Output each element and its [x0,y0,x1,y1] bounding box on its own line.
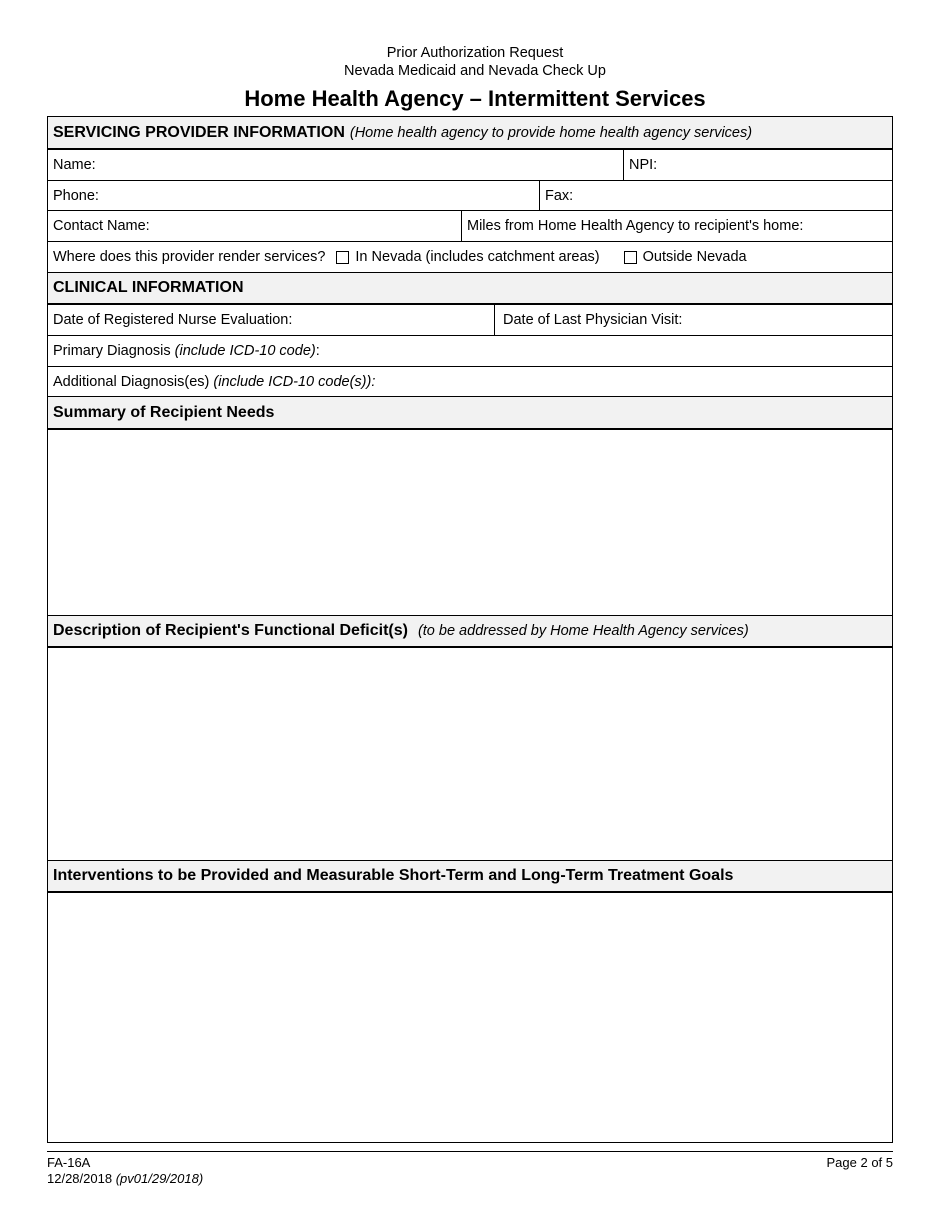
in-nevada-checkbox[interactable] [336,251,349,264]
form-id: FA-16A [47,1155,91,1170]
page-footer [47,1151,893,1186]
phone-label: Phone: [53,187,99,204]
summary-needs-textarea[interactable] [48,430,892,616]
name-field[interactable] [48,150,623,180]
evaluation-dates-row [48,305,892,336]
page-title: Home Health Agency – Intermittent Services [244,86,706,111]
prior-auth-form [47,116,893,1143]
npi-field[interactable] [623,150,894,180]
interventions-textarea[interactable] [48,893,892,1142]
phone-field[interactable] [48,181,539,210]
outside-nevada-label: Outside Nevada [642,249,747,265]
interventions-header [48,861,892,893]
primary-diagnosis-colon: : [315,343,320,359]
functional-deficits-textarea[interactable] [48,648,892,861]
name-npi-row [48,150,892,181]
header-line-1: Prior Authorization Request [386,45,564,61]
primary-diagnosis-field[interactable] [48,336,892,366]
fax-label: Fax: [545,187,574,204]
additional-diagnosis-row [48,367,892,397]
page-header [0,44,950,112]
name-label: Name: [53,157,96,173]
footer-left [47,1155,203,1187]
additional-diagnosis-field[interactable] [48,367,892,396]
miles-field[interactable] [461,211,894,241]
fax-field[interactable] [539,181,894,210]
in-nevada-label: In Nevada (includes catchment areas) [355,249,600,265]
form-revision: (pv01/29/2018) [115,1171,204,1186]
header-line-2: Nevada Medicaid and Nevada Check Up [344,63,606,79]
phone-fax-row [48,181,892,211]
functional-deficits-header [48,616,892,648]
service-location-row [48,242,892,273]
npi-label: NPI: [629,157,658,173]
additional-diagnosis-note: (include ICD-10 code(s)): [213,373,376,390]
functional-deficits-note: (to be addressed by Home Health Agency services) [417,623,749,639]
additional-diagnosis-label: Additional Diagnosis(es) [53,373,214,390]
form-date: 12/28/2018 [47,1171,113,1186]
clinical-info-heading: CLINICAL INFORMATION [53,279,244,296]
clinical-info-header [48,273,892,305]
contact-name-label: Contact Name: [53,218,150,234]
physician-visit-label: Date of Last Physician Visit: [503,312,683,328]
rn-evaluation-date-field[interactable] [48,305,494,335]
primary-diagnosis-label: Primary Diagnosis [53,343,175,359]
summary-needs-heading: Summary of Recipient Needs [53,403,275,421]
outside-nevada-checkbox[interactable] [624,251,637,264]
servicing-provider-heading: SERVICING PROVIDER INFORMATION [53,123,345,141]
physician-visit-date-field[interactable] [494,305,894,335]
functional-deficits-heading: Description of Recipient's Functional Deficit(s) [53,622,408,639]
service-location-label: Where does this provider render services? [53,249,326,265]
interventions-heading: Interventions to be Provided and Measurable Short-Term and Long-Term Treatment Goals [53,867,734,884]
primary-diagnosis-note: (include ICD-10 code) [174,343,316,359]
servicing-provider-header [48,117,892,150]
contact-name-field[interactable] [48,211,461,241]
rn-evaluation-label: Date of Registered Nurse Evaluation: [53,312,293,328]
servicing-provider-note: (Home health agency to provide home health agency services) [349,124,753,141]
miles-label: Miles from Home Health Agency to recipient's home: [467,218,804,234]
contact-miles-row [48,211,892,242]
summary-needs-header [48,397,892,430]
page-number: Page 2 of 5 [826,1155,893,1170]
primary-diagnosis-row [48,336,892,367]
